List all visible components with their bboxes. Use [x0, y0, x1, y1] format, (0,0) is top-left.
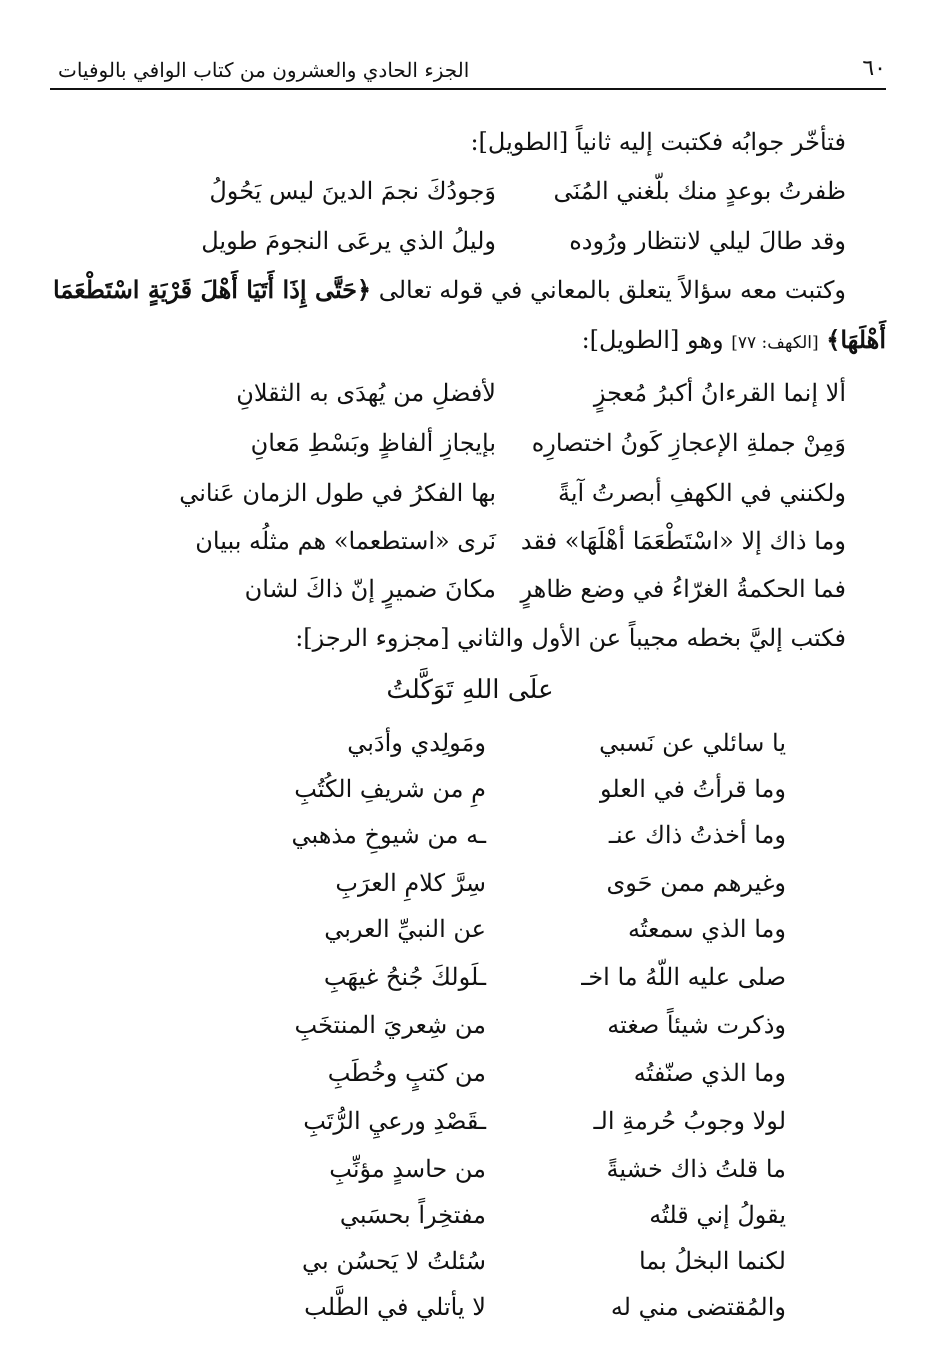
page-number: ٦٠ — [862, 56, 886, 81]
hemistich-second: لا يأتلي في الطَّلب — [304, 1293, 486, 1321]
intro-line-3 — [582, 322, 886, 361]
hemistich-second: نَرى «استطعما» هم مثلُه ببيان — [195, 527, 496, 555]
poem2-verse-2 — [50, 424, 886, 464]
poem3-verse-1 — [50, 724, 886, 764]
poem3-verse-9 — [50, 1102, 886, 1142]
intro2-text: وكتبت معه سؤالاً يتعلق بالمعاني في قوله تعالى — [378, 276, 846, 304]
poem3-verse-11 — [50, 1196, 886, 1236]
hemistich-second: لأفضلِ من يُهدَى به الثقلانِ — [236, 379, 496, 407]
quran-verse-part1: ﴿حَتَّى إِذَا أَتَيَا أَهْلَ قَرْيَةٍ اسْتَطْعَمَا — [53, 275, 372, 304]
hemistich-second: بها الفكرُ في طول الزمان عَناني — [179, 479, 496, 507]
intro-line-2 — [53, 272, 846, 308]
hemistich-first: وما الذي صنّفتُه — [633, 1059, 786, 1087]
poem3-verse-12 — [50, 1242, 886, 1282]
hemistich-second: ومَولِدي وأدَبي — [347, 729, 486, 757]
hemistich-first: وذكرت شيئاً صغته — [607, 1011, 786, 1039]
hemistich-second: مفتخِراً بحسَبي — [339, 1201, 486, 1229]
hemistich-second: من شِعريَ المنتخَبِ — [294, 1011, 486, 1039]
centered-invocation: علَى اللهِ تَوَكَّلتُ — [386, 675, 554, 705]
hemistich-first: يقولُ إني قلتُه — [649, 1201, 786, 1229]
intro-line-4: فكتب إليَّ بخطه مجيباً عن الأول والثاني [مجزوء الرجز]: — [295, 624, 846, 652]
hemistich-first: لكنما البخلُ بما — [638, 1247, 786, 1275]
poem3-verse-5 — [50, 910, 886, 950]
quran-reference: [الكهف: ٧٧] — [731, 333, 819, 353]
poem3-verse-4 — [50, 864, 886, 904]
poem2-verse-5 — [50, 570, 886, 610]
running-header — [50, 52, 886, 90]
hemistich-second: سِرَّ كلامِ العرَبِ — [335, 869, 486, 897]
poem3-verse-2 — [50, 770, 886, 810]
hemistich-first: صلى عليه اللّهُ ما اخـ — [581, 963, 786, 991]
hemistich-first: ولكنني في الكهفِ أبصرتُ آيةً — [558, 479, 846, 507]
poem3-verse-6 — [50, 958, 886, 998]
hemistich-second: مكانَ ضميرٍ إنّ ذاكَ لشان — [244, 575, 496, 603]
poem2-verse-4 — [50, 522, 886, 562]
hemistich-first: وغيرهم ممن حَوى — [606, 869, 786, 897]
poem1-verse-1 — [50, 172, 886, 212]
hemistich-second: ـقَصْدِ ورعيِ الرُّتَبِ — [303, 1107, 486, 1135]
quran-verse-part2: أَهْلَهَا﴾ — [826, 325, 886, 354]
hemistich-first: فما الحكمةُ الغرّاءُ في وضع ظاهرٍ — [520, 575, 846, 603]
hemistich-first: ظفرتُ بوعدٍ منك بلّغني المُنَى — [553, 177, 846, 205]
hemistich-first: ألا إنما القرءانُ أكبرُ مُعجزٍ — [593, 379, 846, 407]
hemistich-first: وقد طالَ ليلي لانتظار ورُوده — [569, 227, 846, 255]
poem2-verse-3 — [50, 474, 886, 514]
poem3-verse-7 — [50, 1006, 886, 1046]
hemistich-first: لولا وجوبُ حُرمةِ الـ — [593, 1107, 786, 1135]
poem3-verse-13 — [50, 1288, 886, 1328]
hemistich-first: وما أخذتُ ذاك عنـ — [608, 821, 786, 849]
hemistich-first: وما ذاك إلا «اسْتَطْعَمَا أهْلَهَا» فقد — [520, 527, 846, 555]
hemistich-second: سُئلتُ لا يَحسُن بي — [302, 1247, 486, 1275]
hemistich-second: مِ من شريفِ الكُتُبِ — [294, 775, 486, 803]
poem3-verse-3 — [50, 816, 886, 856]
hemistich-first: والمُقتضى مني له — [610, 1293, 786, 1321]
hemistich-second: وليلُ الذي يرعَى النجومَ طويل — [201, 227, 496, 255]
hemistich-first: يا سائلي عن نَسبي — [599, 729, 786, 757]
hemistich-first: وما الذي سمعتُه — [627, 915, 786, 943]
hemistich-first: وما قرأتُ في العلو — [600, 775, 786, 803]
hemistich-second: من حاسدٍ مؤنِّبِ — [329, 1155, 486, 1183]
hemistich-second: بإيجازِ ألفاظٍ وبَسْطِ مَعانِ — [250, 429, 496, 457]
running-title: الجزء الحادي والعشرون من كتاب الوافي بالوفيات — [58, 58, 470, 82]
poem1-verse-2 — [50, 222, 886, 262]
hemistich-second: وَجودُكَ نجمَ الدينَ ليس يَحُولُ — [209, 177, 496, 205]
hemistich-second: ـلَولكَ جُنحُ غيهَبِ — [323, 963, 486, 991]
hemistich-first: ما قلتُ ذاك خشيةً — [606, 1155, 786, 1183]
poem3-verse-10 — [50, 1150, 886, 1190]
poem2-verse-1 — [50, 374, 886, 414]
hemistich-second: ـه من شيوخِ مذهبي — [291, 821, 486, 849]
hemistich-second: من كتبٍ وخُطَبِ — [327, 1059, 486, 1087]
hemistich-second: عن النبيِّ العربي — [324, 915, 486, 943]
poem3-verse-8 — [50, 1054, 886, 1094]
intro-line-1: فتأخّر جوابُه فكتبت إليه ثانياً [الطويل]: — [470, 128, 846, 156]
meter-label: وهو [الطويل]: — [581, 326, 724, 354]
hemistich-first: وَمِنْ جملةِ الإعجازِ كَونُ اختصارِه — [531, 429, 846, 457]
